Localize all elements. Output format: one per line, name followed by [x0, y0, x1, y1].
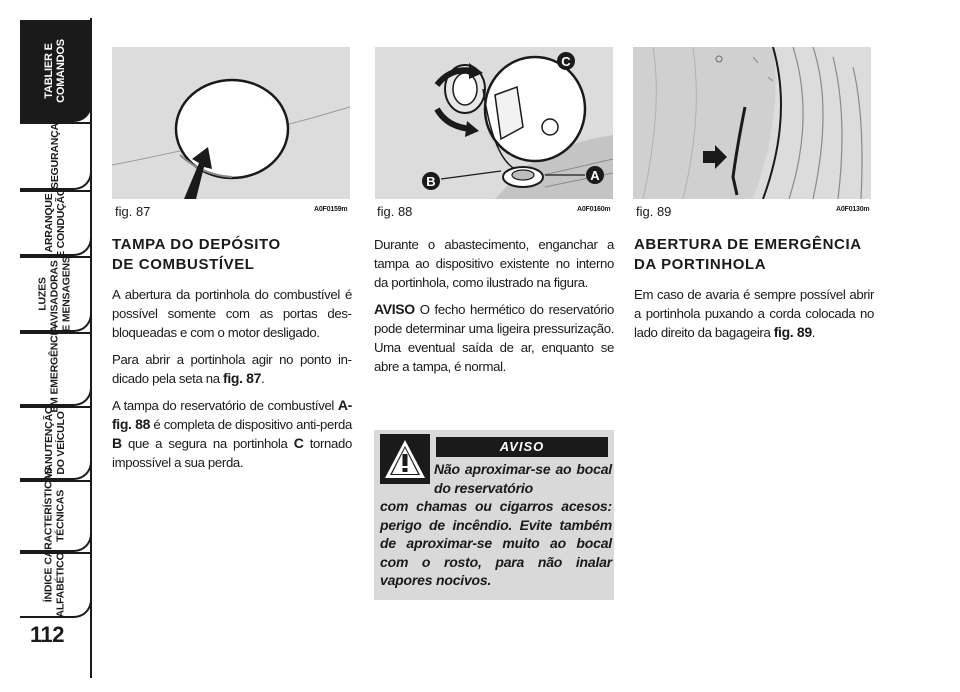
- paragraph: Para abrir a portinhola agir no ponto indicado pela seta na fig. 87.: [112, 352, 352, 386]
- section-tabs: [0, 0, 100, 692]
- paragraph: Durante o abastecimento, enganchar a tampa ao dispositivo existente no interno da portinhola, como ilustrado na figura.: [374, 237, 614, 290]
- callout-c: [557, 52, 575, 70]
- figure-89-caption: fig. 89: [636, 204, 672, 219]
- paragraph: AVISO O fecho hermético do reservatório pode determinar uma ligeira pressurização. Uma eventual saída de ar, enquanto se abre a tampa, é normal.: [374, 301, 614, 374]
- column-emergency-opening: [634, 235, 874, 350]
- callout-b: [422, 172, 440, 190]
- tab-em-emergencia[interactable]: EM EMERGÊNCIA: [20, 332, 92, 406]
- warning-title: AVISO: [436, 437, 608, 457]
- callout-a: [586, 166, 604, 184]
- figure-89: [633, 47, 871, 199]
- fuel-flap-outline: [176, 80, 288, 178]
- tab-tablier-e-comandos[interactable]: TABLIER E COMANDOS: [20, 20, 92, 122]
- part-reference: B: [112, 435, 122, 451]
- trunk-cord-illustration: [633, 47, 871, 199]
- figure-reference[interactable]: A-fig. 88: [112, 397, 352, 432]
- section-heading-fuel-cap: TAMPA DO DEPÓSITO DE COMBUSTÍVEL: [112, 236, 281, 273]
- figure-87: [112, 47, 350, 199]
- tab-arranque-e-conducao[interactable]: ARRANQUE E CONDUÇÃO: [20, 190, 92, 256]
- column-refuelling: [374, 235, 614, 384]
- figure-88: [375, 47, 613, 199]
- paragraph: Em caso de avaria é sempre possível abrir a portinhola puxando a corda colocada no lado direito da bagageira fig. 89.: [634, 287, 874, 340]
- tab-indice-alfabetico[interactable]: ÍNDICE ALFABÉTICO: [20, 552, 92, 618]
- svg-text:C: C: [561, 54, 571, 69]
- svg-text:A: A: [590, 168, 600, 183]
- svg-text:B: B: [426, 174, 436, 189]
- tab-seguranca[interactable]: SEGURANÇA: [20, 122, 92, 190]
- tab-luzes-avisadoras[interactable]: LUZES AVISADORAS E MENSAGENS: [20, 256, 92, 332]
- open-flap-door: [485, 57, 585, 161]
- section-heading-emergency: ABERTURA DE EMERGÊNCIA DA PORTINHOLA: [634, 236, 862, 273]
- page-number: 112: [30, 622, 64, 647]
- figure-87-caption: fig. 87: [115, 204, 151, 219]
- filler-neck: [503, 167, 543, 187]
- paragraph: A abertura da portinhola do combustível é possível somente com as portas desbloqueadas e com o motor desligado.: [112, 287, 352, 340]
- tab-manutencao[interactable]: MANUTENÇÃO DO VEÍCULO: [20, 406, 92, 480]
- column-fuel-cap: [112, 235, 352, 480]
- figure-reference[interactable]: fig. 87: [223, 370, 262, 386]
- fuel-cap-illustration: [375, 47, 613, 199]
- fuel-flap-illustration: [112, 47, 350, 199]
- notice-label: AVISO: [374, 301, 415, 317]
- figure-88-caption: fig. 88: [377, 204, 413, 219]
- figure-89-code: A0F0130m: [836, 206, 870, 213]
- figure-88-code: A0F0160m: [577, 206, 611, 213]
- figure-reference[interactable]: fig. 89: [773, 324, 812, 340]
- part-reference: C: [293, 435, 304, 451]
- warning-text: Não aproximar-se ao bocal do reservatório com chamas ou cigarros acesos: perigo de incêndio. Evite também de aproximar-se muito ao bocal com o rosto, para não inalar vapores nocivos.: [380, 461, 612, 588]
- warning-box: [374, 430, 614, 600]
- tab-caracteristicas-tecnicas[interactable]: CARACTERÍSTICAS TÉCNICAS: [20, 480, 92, 552]
- paragraph: A tampa do reservatório de combustível A-fig. 88 é completa de dispositivo anti-perda B que a segura na portinhola C tornado impossível a sua perda.: [112, 397, 352, 470]
- figure-87-code: A0F0159m: [314, 206, 348, 213]
